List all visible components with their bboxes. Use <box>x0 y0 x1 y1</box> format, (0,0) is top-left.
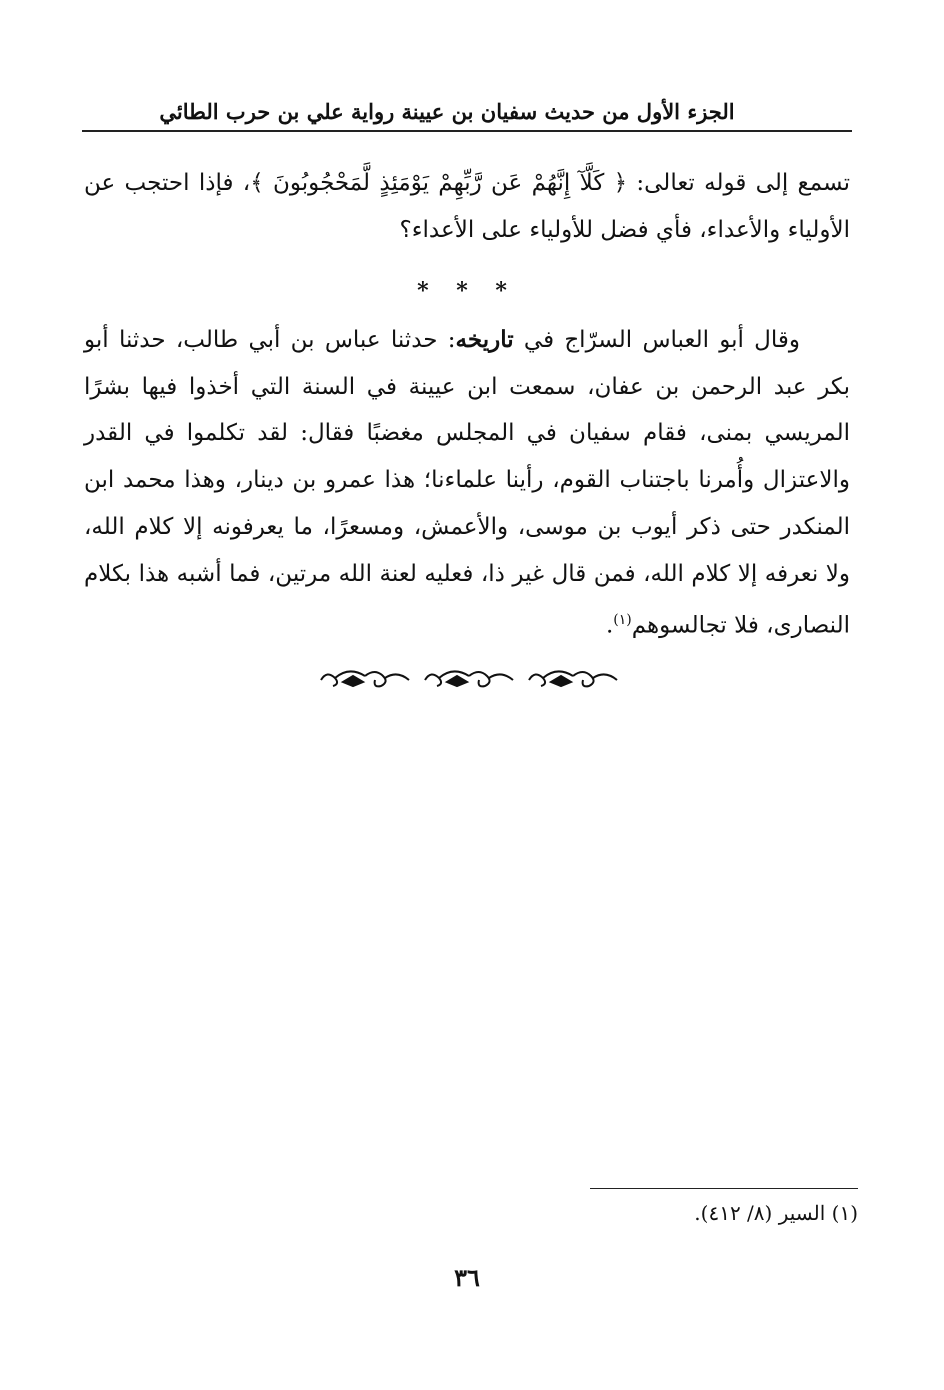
footnote-marker[interactable]: (١) <box>613 612 632 629</box>
ornament-unit-middle <box>425 671 513 686</box>
header-rule <box>82 130 852 132</box>
paragraph-1-rest: ، فإذا احتجب عن الأولياء والأعداء، فأي فضل للأولياء على الأعداء؟ <box>84 170 850 243</box>
footnote-rule <box>590 1188 858 1189</box>
paragraph-2-lead: وقال أبو العباس السرّاج في <box>513 327 800 353</box>
quran-verse: ﴿ كَلَّآ إِنَّهُمْ عَن رَّبِّهِمْ يَوْمَئِذٍ لَّمَحْجُوبُونَ ﴾ <box>250 170 628 196</box>
section-separator: * * * <box>417 278 517 304</box>
ornament-unit-left <box>321 671 409 686</box>
page-number: ٣٦ <box>454 1263 480 1292</box>
paragraph-1 <box>84 160 850 253</box>
floral-divider-icon <box>315 660 625 694</box>
paragraph-2-end: . <box>605 612 614 639</box>
ornament-unit-right <box>529 671 617 686</box>
running-title: الجزء الأول من حديث سفيان بن عيينة رواية علي بن حرب الطائي <box>159 99 735 124</box>
paragraph-1-lead: تسمع إلى قوله تعالى: <box>627 170 851 196</box>
paragraph-2-text: : حدثنا عباس بن أبي طالب، حدثنا أبو بكر عبد الرحمن بن عفان، سمعت ابن عيينة في السنة التي أخذوا فيها بشرًا المريسي بمنى، فقام سفيان في المجلس مغضبًا فقال: لقد تكلموا في القدر والاعتزال وأُمرنا باجتناب القوم، رأينا علماءنا؛ هذا عمرو بن دينار، وهذا محمد ابن المنكدر حتى ذكر أيوب بن موسى، والأعمش، ومسعرًا، ما يعرفونه إلا كلام الله، ولا نعرفه إلا كلام الله، فمن قال غير ذا، فعليه لعنة الله مرتين، فما أشبه هذا بكلام النصارى، فلا تجالسوهم <box>84 327 850 639</box>
footnote: (١) السير (٨/ ٤١٢). <box>694 1201 858 1225</box>
source-title: تاريخه <box>455 326 514 353</box>
paragraph-2 <box>84 317 850 650</box>
